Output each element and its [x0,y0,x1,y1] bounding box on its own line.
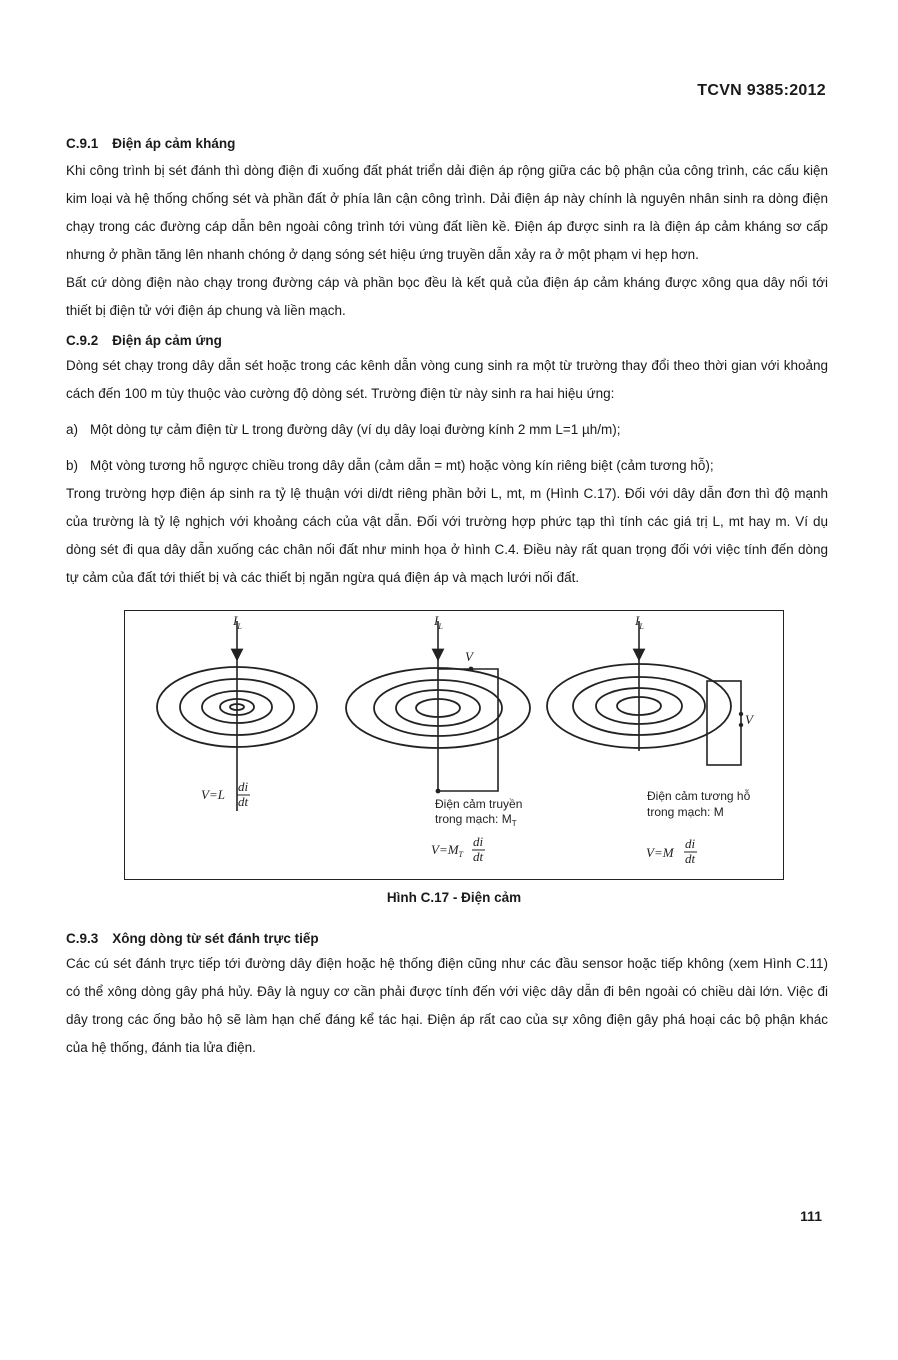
document-code: TCVN 9385:2012 [697,82,826,99]
current-label: $I_L$ [635,613,644,631]
current-label: $I_L$ [233,613,242,631]
panel-transfer-inductance [346,613,530,864]
paragraph: Trong trường hợp điện áp sinh ra tỷ lệ thuận với di/dt riêng phần bởi L, mt, m (Hình C.17). Đối với dây dẫn đơn thì độ mạnh của trường là tỷ lệ nghịch với khoảng cách của vật dẫn. Đối với trường hợp phức tạp thì tính các giá trị L, mt hay m. Ví dụ dòng sét đi qua dây dẫn xuống các chân nối đất như minh họa ở hình C.4. Điều này rất quan trọng đối với việc tính đến dòng tự cảm của đất tới thiết bị và các thiết bị ngăn ngừa quá điện áp và mạch lưới nối đất. [66,486,828,585]
figure-caption: Hình C.17 - Điện cảm [386,890,522,905]
page-number: 111 [800,1208,822,1224]
paragraph: Dòng sét chạy trong dây dẫn sét hoặc trong các kênh dẫn vòng cung sinh ra một từ trường thay đổi theo thời gian với khoảng cách đến 100 m tùy thuộc vào cường độ dòng sét. Trường điện từ này sinh ra hai hiệu ứng: [66,358,828,401]
figure-c17 [124,610,784,905]
formula-numerator: di [685,836,696,851]
section-title: Điện áp cảm ứng [112,333,222,348]
paragraph: Các cú sét đánh trực tiếp tới đường dây điện hoặc hệ thống điện cũng như các đầu sensor hoặc tiếp không (xem Hình C.11) có thể xông dòng gây phá hủy. Đây là nguy cơ cần phải được tính đến với việc dây dẫn đi bên ngoài có chiều dài lớn. Việc đi dây trong các ống bảo hộ sẽ làm hạn chế đáng kể tác hại. Điện áp rất cao của sự xông điện gây phá hoại các bộ phận khác của hệ thống, đánh tia lửa điện. [66,956,828,1055]
voltage-label: V [465,649,473,664]
formula-denominator: dt [238,794,249,809]
formula-lhs: $V=M_T$ [431,842,463,859]
section-title: Xông dòng từ sét đánh trực tiếp [112,931,319,946]
section-number: C.9.1 [66,136,99,151]
label-line-2: trong mạch: M [647,805,724,819]
section-heading-c92 [66,333,828,348]
label-line-2: trong mạch: $M_T$ [435,812,517,828]
list-text: Một dòng tự cảm điện từ L trong đường dây (ví dụ dây loại đường kính 2 mm L=1 µh/m); [90,422,621,437]
list-marker: b) [66,458,79,473]
label-line-1: Điện cảm tương hỗ [647,789,751,803]
inductance-diagram [125,611,782,878]
formula-numerator: di [238,779,249,794]
list-text: Một vòng tương hỗ ngược chiều trong dây dẫn (cảm dẫn = mt) hoặc vòng kín riêng biệt (cảm tương hỗ); [90,458,714,473]
panel-mutual-inductance [547,613,755,866]
list-marker: a) [66,422,79,437]
section-title: Điện áp cảm kháng [112,136,236,151]
voltage-label: V [745,712,753,727]
paragraph: Bất cứ dòng điện nào chạy trong đường cáp và phần bọc đều là kết quả của điện áp cảm kháng được xông qua dây nối tới thiết bị điện tử với điện áp chung và liền mạch. [66,275,828,318]
content [66,136,828,1062]
label-line-1: Điện cảm truyền [435,797,523,811]
current-label: $I_L$ [434,613,443,631]
section-number: C.9.2 [66,333,99,348]
section-heading-c93 [66,931,828,946]
measurement-loop [438,669,498,791]
formula-lhs: V=M [646,845,674,860]
formula-denominator: dt [473,849,484,864]
list-item-b [66,452,828,480]
formula-denominator: dt [685,851,696,866]
paragraph: Khi công trình bị sét đánh thì dòng điện đi xuống đất phát triển dải điện áp rộng giữa các bộ phận của công trình, các cấu kiện kim loại và hệ thống chống sét và phần đất ở phía lân cận công trình. Dải điện áp này chính là nguyên nhân sinh ra dòng điện chạy trong các đường cáp dẫn bên ngoài công trình tới vùng đất liền kề. Điện áp được sinh ra là điện áp cảm kháng sơ cấp nhưng ở phần tăng lên nhanh chóng ở dạng sóng sét hiệu ứng truyền dẫn xảy ra ở một phạm vi hẹp hơn. [66,163,828,262]
section-number: C.9.3 [66,931,99,946]
list-item-a [66,416,828,444]
panel-self-inductance [157,613,317,811]
formula-numerator: di [473,834,484,849]
figure-frame [124,610,784,880]
formula-lhs: V=L [201,787,225,802]
section-heading-c91 [66,136,828,151]
